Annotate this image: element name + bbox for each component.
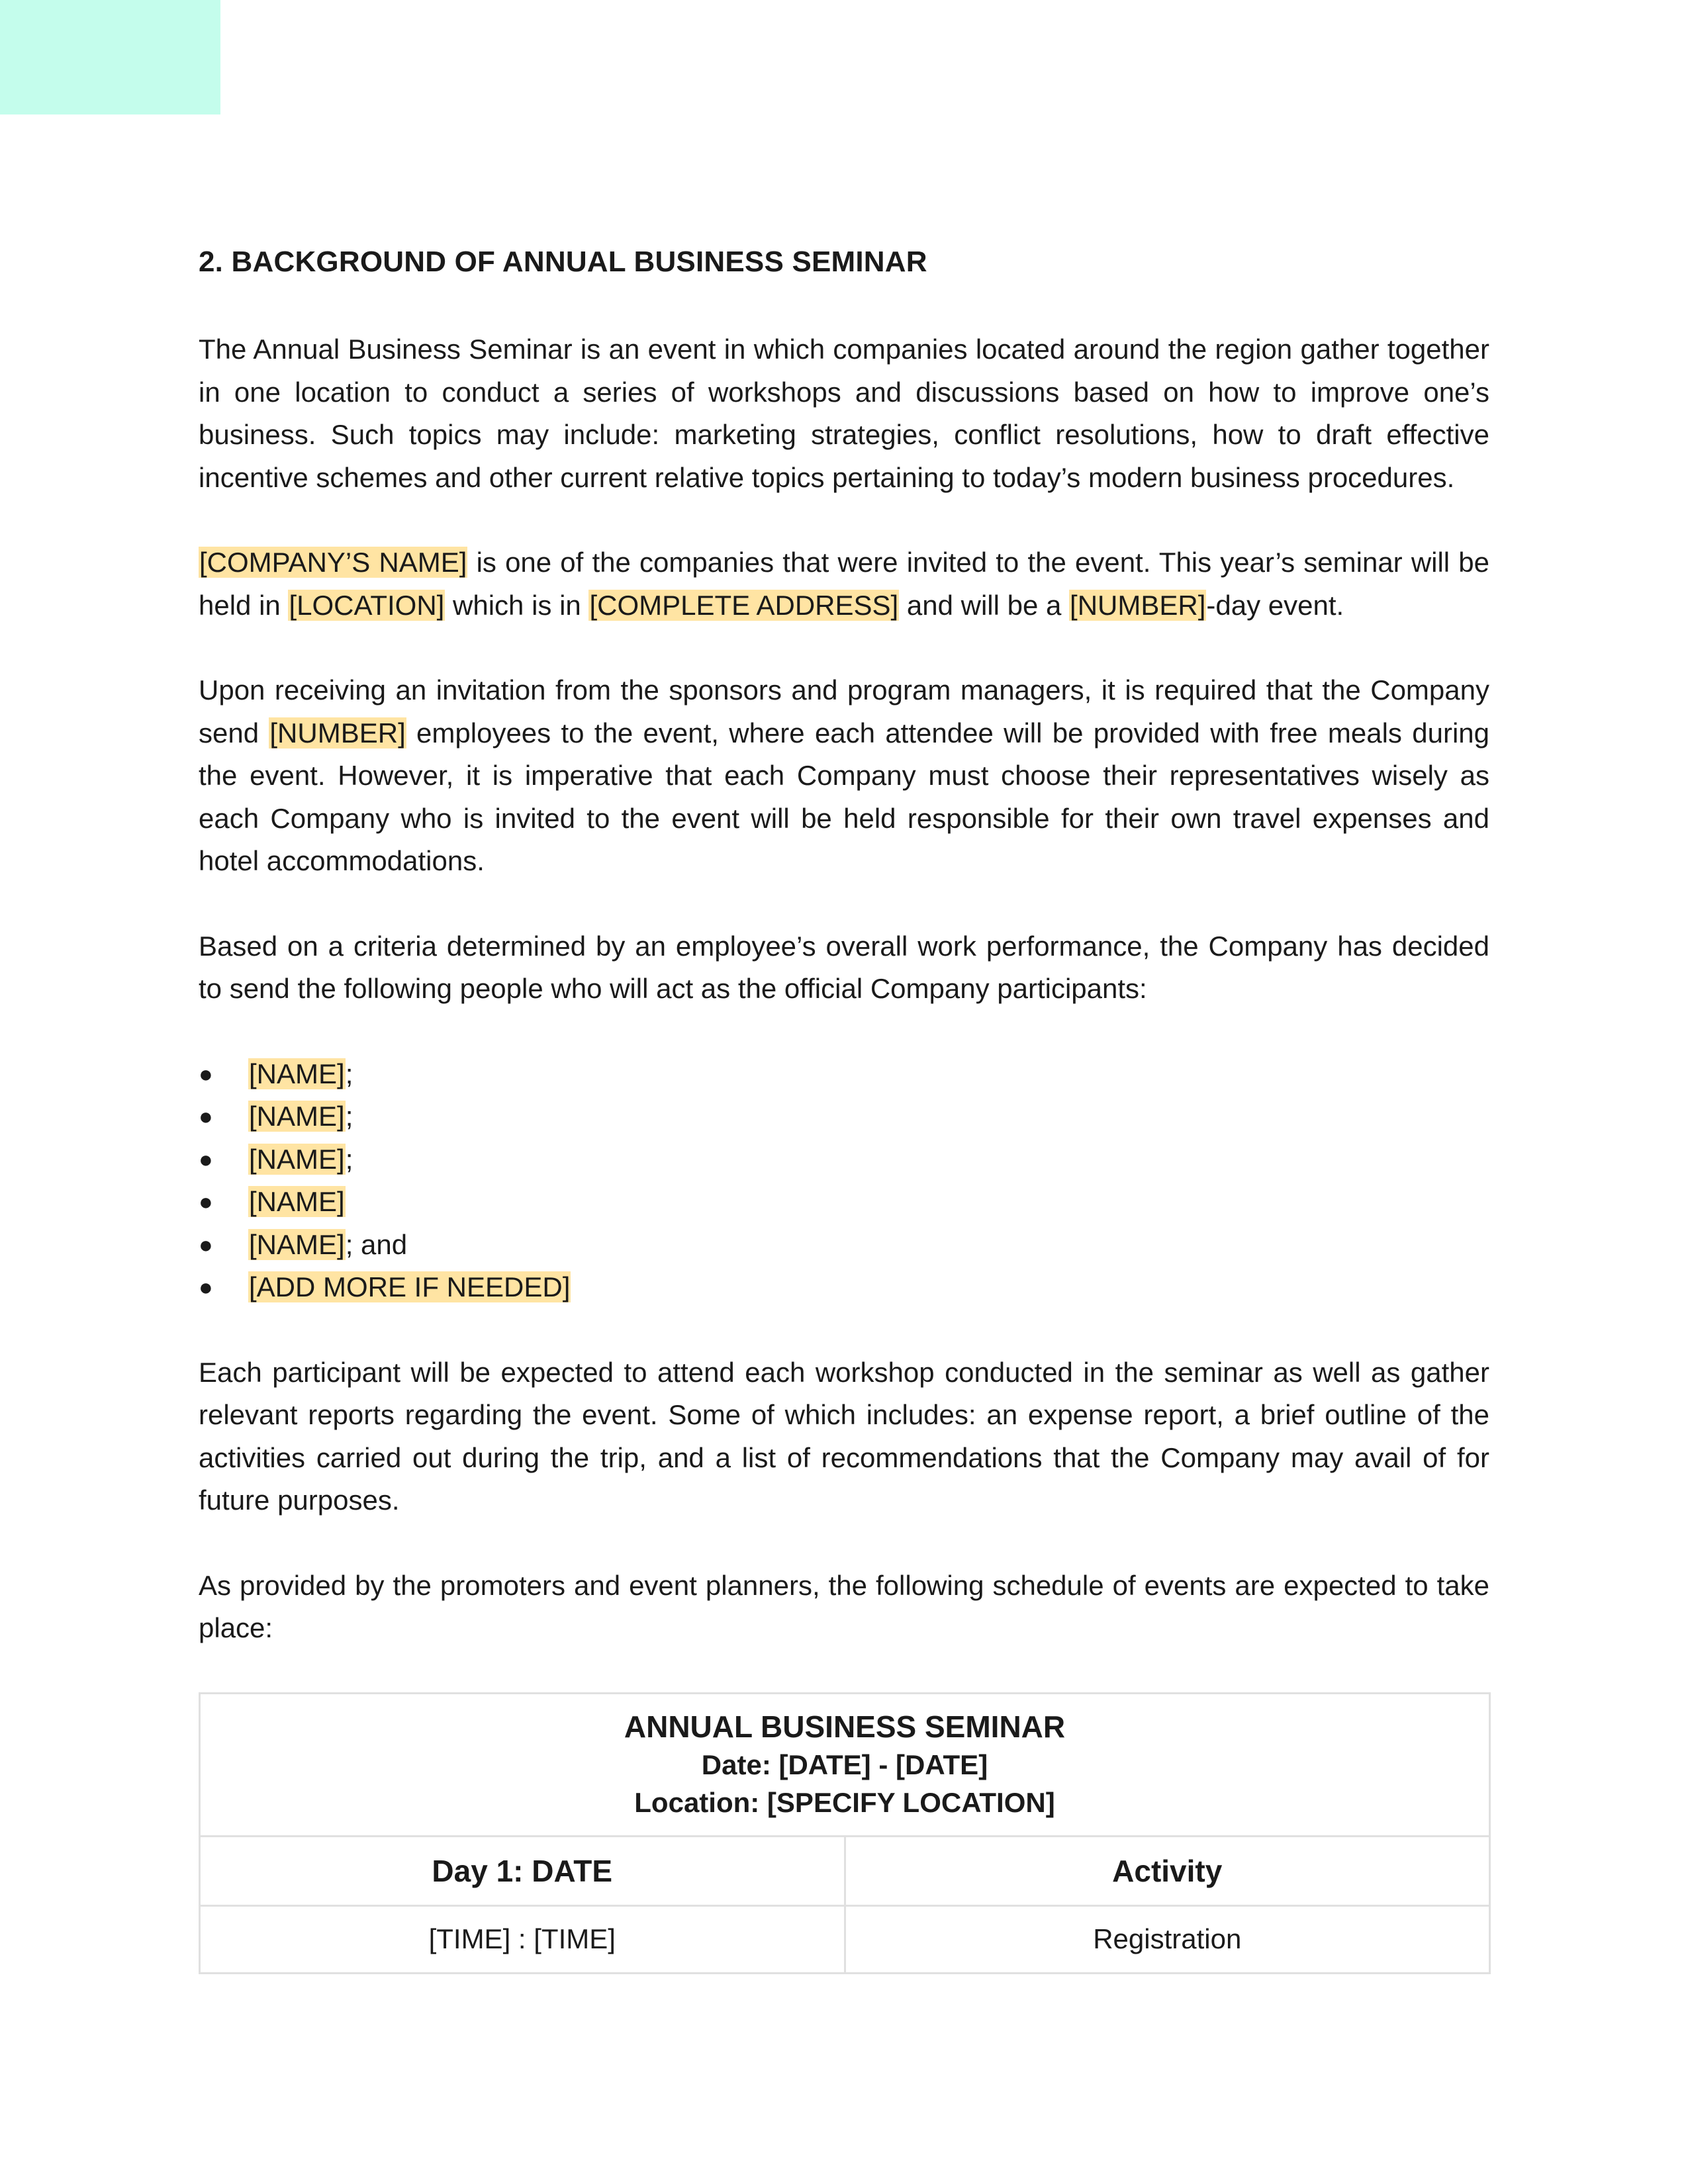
paragraph-participant-expectations: Each participant will be expected to attend each workshop conducted in the seminar as well as gather relevant reports regarding the event. Some of which includes: an expense report, a brief outline of the activities carried out during the trip, and a list of recommendations that the Company may avail of for future purposes. [199, 1356, 1489, 1516]
placeholder-location[interactable]: [LOCATION] [289, 589, 445, 621]
table-cell-activity: Registration [845, 1905, 1490, 1973]
column-header-row [200, 1836, 1490, 1905]
list-item-suffix: ; [345, 1101, 353, 1132]
bullet-icon: ● [199, 1230, 213, 1258]
bullet-icon: ● [199, 1145, 213, 1173]
placeholder-number-employees[interactable]: [NUMBER] [269, 717, 406, 749]
schedule-header-row [200, 1693, 1490, 1836]
placeholder-complete-address[interactable]: [COMPLETE ADDRESS] [589, 589, 899, 621]
placeholder-participant-name[interactable]: [NAME] [249, 1186, 345, 1217]
paragraph-text: employees to the event, where each attendee will be provided with free meals during the event. However, it is imperative that each Company must choose their representatives wisely as each Company who is invited to the event will be held responsible for their own travel expenses and hotel accommodations. [199, 717, 1489, 876]
placeholder-participant-name[interactable]: [NAME] [249, 1101, 345, 1132]
paragraph-participant-selection: Based on a criteria determined by an employee’s overall work performance, the Company has decided to send the following people who will act as the official Company participants: [199, 930, 1489, 1004]
paragraph-text: -day event. [1206, 589, 1344, 621]
document-body [199, 244, 1489, 1974]
bullet-icon: ● [199, 1273, 213, 1300]
list-item [199, 1224, 1489, 1267]
placeholder-number-days[interactable]: [NUMBER] [1070, 589, 1206, 621]
corner-accent-block [0, 0, 220, 114]
table-cell-time: [TIME] : [TIME] [200, 1905, 845, 1973]
list-item [199, 1181, 1489, 1224]
schedule-header-cell [200, 1693, 1490, 1836]
placeholder-add-more[interactable]: [ADD MORE IF NEEDED] [249, 1271, 571, 1302]
placeholder-participant-name[interactable]: [NAME] [249, 1143, 345, 1175]
paragraph-text: is one of the companies that were invited to the event. This year’s seminar will be held in [199, 547, 1490, 621]
list-item [199, 1266, 1489, 1309]
schedule-table [199, 1692, 1491, 1974]
bullet-icon: ● [199, 1188, 213, 1215]
bullet-icon: ● [199, 1103, 213, 1130]
placeholder-company-name[interactable]: [COMPANY’S NAME] [199, 547, 467, 578]
list-item [199, 1053, 1489, 1096]
paragraph-text: which is in [445, 589, 589, 621]
section-heading: 2. BACKGROUND OF ANNUAL BUSINESS SEMINAR [199, 246, 927, 278]
schedule-date-range: Date: [DATE] - [DATE] [701, 1749, 988, 1780]
paragraph-invitation-requirements [199, 669, 1489, 883]
list-item [199, 1095, 1489, 1138]
bullet-icon: ● [199, 1060, 213, 1087]
column-header-day: Day 1: DATE [200, 1836, 845, 1905]
paragraph-schedule-intro: As provided by the promoters and event planners, the following schedule of events are expected to take place: [199, 1569, 1489, 1643]
paragraph-text: and will be a [899, 589, 1070, 621]
list-item-suffix: ; [345, 1058, 353, 1089]
list-item-suffix: ; and [345, 1228, 408, 1260]
paragraph-intro: The Annual Business Seminar is an event in which companies located around the region gather together in one location to conduct a series of workshops and discussions based on how to improve one’s business. Such topics may include: marketing strategies, conflict resolutions, how to draft effective incentive schemes and other current relative topics pertaining to today’s modern business procedures. [199, 334, 1489, 493]
list-item [199, 1138, 1489, 1181]
paragraph-company-invite [199, 541, 1489, 627]
participant-list [199, 1053, 1489, 1309]
column-header-activity: Activity [845, 1836, 1490, 1905]
table-row [200, 1905, 1490, 1973]
schedule-location: Location: [SPECIFY LOCATION] [634, 1787, 1055, 1818]
paragraph-text: Upon receiving an invitation from the sponsors and program managers, it is required that the Company send [199, 674, 1489, 749]
list-item-suffix: ; [345, 1143, 353, 1175]
schedule-title: ANNUAL BUSINESS SEMINAR [624, 1709, 1066, 1744]
placeholder-participant-name[interactable]: [NAME] [249, 1058, 345, 1089]
placeholder-participant-name[interactable]: [NAME] [249, 1228, 345, 1260]
